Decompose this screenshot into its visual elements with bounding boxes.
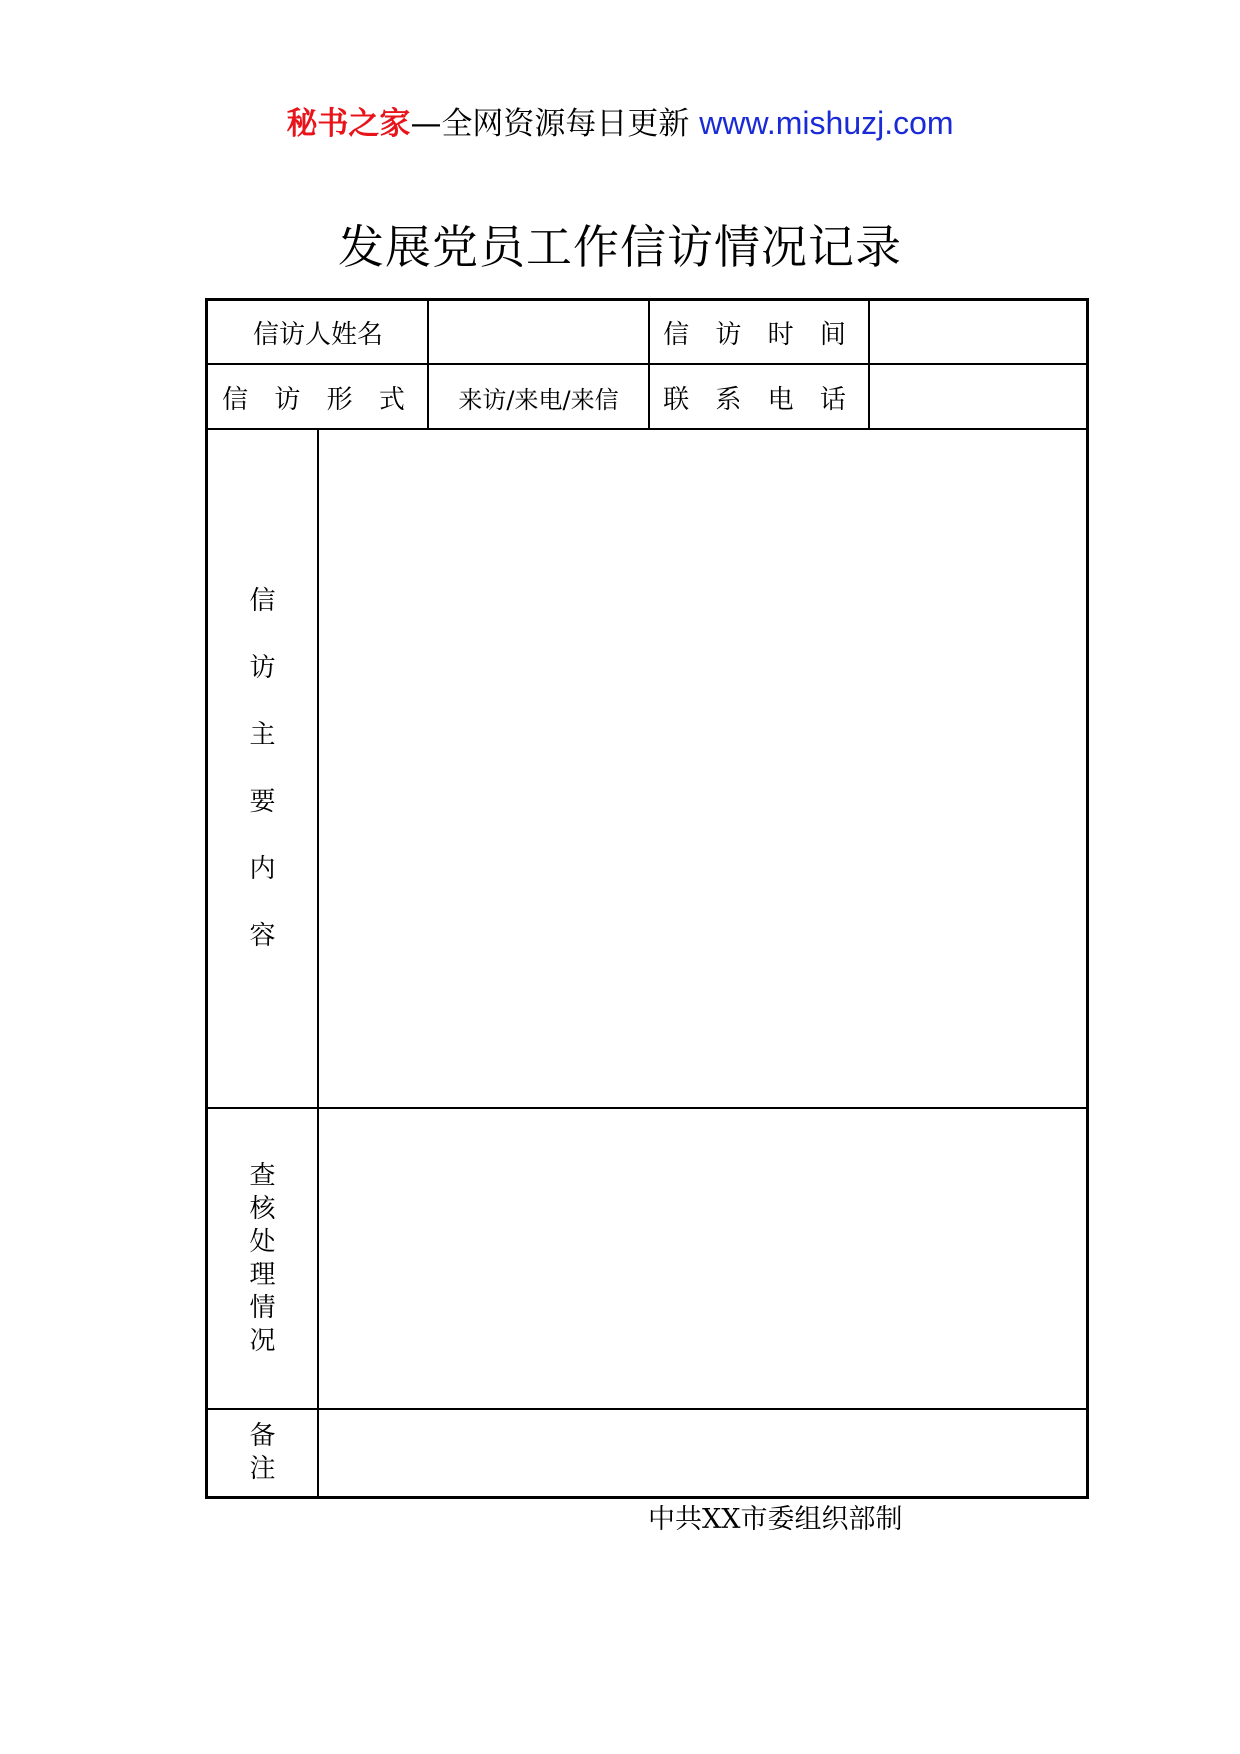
contact-phone-label-text: 联 系 电 话 xyxy=(663,384,855,415)
page-title: 发展党员工作信访情况记录 xyxy=(338,220,902,274)
main-content-char-2: 访 xyxy=(249,652,276,683)
main-content-label xyxy=(208,430,317,1107)
remarks-label xyxy=(208,1410,317,1496)
verification-char-5: 情 xyxy=(249,1292,276,1323)
main-content-char-3: 主 xyxy=(249,719,276,750)
site-url-link[interactable]: www.mishuzj.com xyxy=(699,105,954,141)
petition-form-label-text: 信 访 形 式 xyxy=(222,384,414,415)
petition-time-field[interactable] xyxy=(870,301,1086,364)
main-content-char-4: 要 xyxy=(249,786,276,817)
remarks-char-1: 备 xyxy=(249,1421,276,1451)
verification-char-3: 处 xyxy=(249,1226,276,1257)
petitioner-name-label xyxy=(208,301,428,364)
brand-name: 秘书之家 xyxy=(286,106,411,142)
verification-label xyxy=(208,1109,317,1408)
contact-phone-field[interactable] xyxy=(870,365,1086,429)
verification-char-1: 查 xyxy=(249,1160,276,1191)
remarks-char-2: 注 xyxy=(249,1454,276,1484)
main-content-char-6: 容 xyxy=(249,920,276,951)
petitioner-name-field[interactable] xyxy=(429,301,648,364)
petition-time-label-text: 信 访 时 间 xyxy=(663,320,855,350)
verification-char-4: 理 xyxy=(249,1259,276,1290)
site-slogan: —全网资源每日更新 xyxy=(410,106,690,142)
verification-char-6: 况 xyxy=(249,1325,276,1356)
issuer-footer: 中共XX市委组织部制 xyxy=(648,1504,903,1535)
petitioner-name-label-text: 信访人姓名 xyxy=(252,320,383,350)
petition-time-label xyxy=(650,301,868,364)
remarks-field[interactable] xyxy=(319,1410,1086,1496)
site-header xyxy=(0,100,1240,147)
petition-form-label xyxy=(208,365,428,429)
main-content-char-1: 信 xyxy=(249,585,276,616)
petition-form-value: 来访/来电/来信 xyxy=(458,385,619,414)
verification-field[interactable] xyxy=(319,1109,1086,1408)
petition-form-field[interactable] xyxy=(429,365,648,429)
contact-phone-label xyxy=(650,365,868,429)
main-content-field[interactable] xyxy=(319,430,1086,1107)
verification-char-2: 核 xyxy=(249,1193,276,1224)
petition-record-form xyxy=(205,298,1089,1499)
main-content-char-5: 内 xyxy=(249,853,276,884)
